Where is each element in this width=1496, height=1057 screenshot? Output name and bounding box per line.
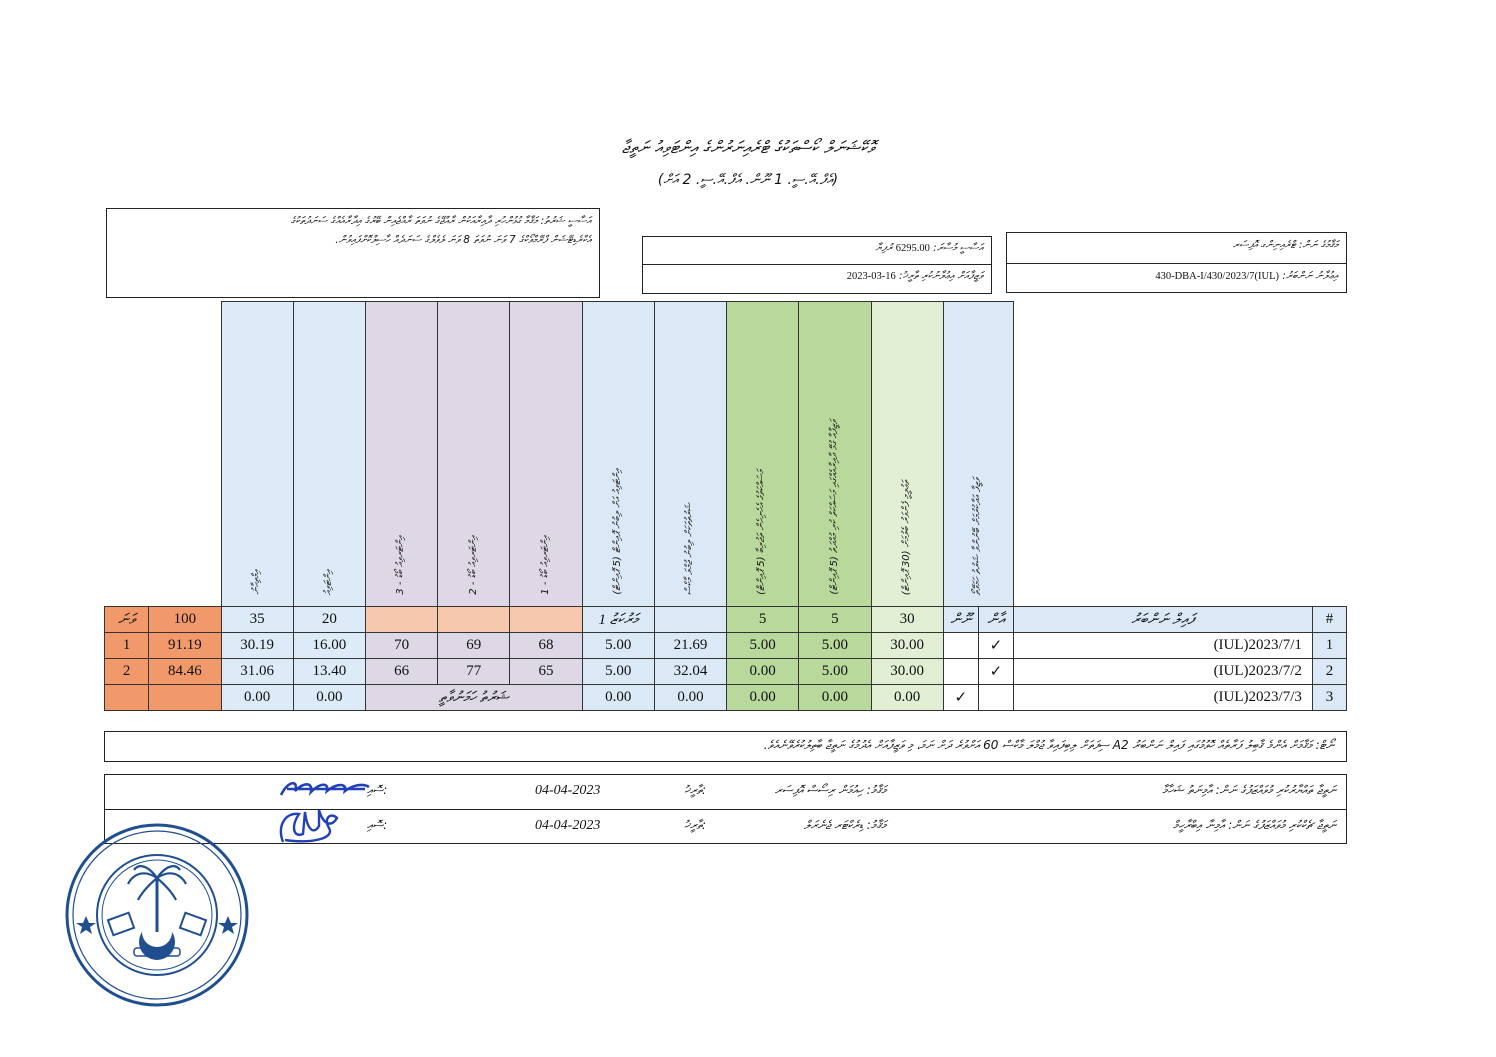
row-not-eligible bbox=[943, 659, 978, 685]
announcement-no-label: އިޢުލާނު ނަންބަރު: bbox=[1282, 270, 1338, 282]
row-total-qual: 0.00 bbox=[654, 685, 726, 711]
row-experience-related: 5.00 bbox=[799, 659, 871, 685]
preparer-role: ނަތީޖާ ތައްޔާރުކުރި މުވައްޒަފުގެ ނަން: އާމިނަތު ޝަހާމާ bbox=[1162, 783, 1336, 797]
row-interview-total: 5.00 bbox=[582, 633, 654, 659]
header-assessor-3 bbox=[365, 302, 437, 607]
announcement-no-row bbox=[1007, 264, 1346, 293]
checker-date-label: ތާރީޚު: bbox=[684, 818, 706, 832]
row-eligible: ✓ bbox=[978, 633, 1013, 659]
salary-label: އަސާސީ މުސާރަ: bbox=[933, 242, 983, 254]
job-label: މަޤާމުގެ ނަން: bbox=[1298, 239, 1338, 251]
salary-currency: ރުފިޔާ bbox=[875, 242, 893, 254]
header-applicant: ފައިލް ނަންބަރު bbox=[1013, 607, 1312, 633]
header-education bbox=[871, 302, 943, 607]
row-assessor-merged: ޝަރުތު ހަމަނުވާތީ bbox=[365, 685, 582, 711]
checker-sign-label: ސޮއި: bbox=[367, 818, 388, 832]
header-interview-total-label: އިންޓަވިއު އަށް ލިބުނު ޕޮއިންޓް (5 ޕޮއިންޓް) bbox=[611, 469, 623, 595]
header-education-label: ތަޢުލީމީ ފެންވަރު ބެލުމަށް (30 ޕޮއިންޓް) bbox=[900, 479, 912, 595]
announcement-date-row bbox=[643, 265, 991, 293]
header-experience-other bbox=[727, 302, 799, 607]
document-subtitle: (އެފް.އޭ.ސީ. 1 ނޫން. އެފް.އޭ.ސީ. 2 އަށް) bbox=[657, 172, 839, 188]
header-index: # bbox=[1312, 607, 1346, 633]
row-interview-score: 16.00 bbox=[293, 633, 365, 659]
row-applicant: (IUL)2023/7/1 bbox=[1013, 633, 1312, 659]
row-applicant: (IUL)2023/7/3 bbox=[1013, 685, 1312, 711]
announcement-date-value: 16-03-2023 bbox=[846, 271, 896, 282]
row-experience-other: 0.00 bbox=[727, 659, 799, 685]
signature-row-checker bbox=[105, 810, 1346, 845]
header-practical-label: އިމްތިޙާނު bbox=[250, 570, 262, 595]
row-education: 30.00 bbox=[871, 659, 943, 685]
score-table bbox=[104, 301, 1347, 711]
header-assessor-1 bbox=[510, 302, 582, 607]
salary-box bbox=[642, 236, 992, 294]
row-rank: 2 bbox=[105, 659, 149, 685]
weight-assessor-3 bbox=[365, 607, 437, 633]
weight-rank: ވަނަ bbox=[105, 607, 149, 633]
row-practical: 0.00 bbox=[221, 685, 293, 711]
requirement-box bbox=[106, 208, 600, 298]
announcement-date-label: ވަޒީފާއަށް އިޢުލާނުކުރި ތާރީޚު: bbox=[899, 270, 983, 282]
header-total-qual bbox=[654, 302, 726, 607]
header-practical bbox=[221, 302, 293, 607]
preparer-date-label: ތާރީޚު: bbox=[684, 783, 706, 797]
header-experience-related-label: ވަޒީފާއާ ގުޅޭ ދާއިރާއެއްގައި މަސައްކަތް ކުރި މުއްދަތު (5 ޕޮއިންޓް) bbox=[828, 420, 840, 595]
footer-note: ނޯޓް: މަޤާމަށް އެންމެ ޤާބިލު ފަރާތެއް ހޮވުމުގައި ފައިލް ނަންބަރު A2 ސިފަތަށް ލިބިފައިވާ ޖުމްލަ މާކްސް 60 އަށްވުރެ ދަށް ނަމަ، މި ވަޒީފާއަށް އެދުމުގެ ނަތީޖާ ބާތިލުކުރެވޭނެއެވެ. bbox=[104, 731, 1347, 762]
header-blank bbox=[1013, 302, 1346, 607]
row-experience-other: 5.00 bbox=[727, 633, 799, 659]
header-assessor-1-label: އިންޓަރވިއު ބޯޑު - 1 bbox=[539, 536, 551, 595]
row-assessor-2: 77 bbox=[438, 659, 510, 685]
row-eligible: ✓ bbox=[978, 659, 1013, 685]
weight-education: 30 bbox=[871, 607, 943, 633]
header-assessor-3-label: އިންޓަރވިއު ބޯޑު - 3 bbox=[395, 536, 407, 595]
row-not-eligible: ✓ bbox=[943, 685, 978, 711]
header-assessor-2-label: އިންޓަރވިއު ބޯޑު - 2 bbox=[467, 536, 479, 595]
header-assessor-2 bbox=[438, 302, 510, 607]
row-assessor-1: 65 bbox=[510, 659, 582, 685]
row-practical: 30.19 bbox=[221, 633, 293, 659]
signature-box bbox=[104, 774, 1347, 844]
row-experience-related: 0.00 bbox=[799, 685, 871, 711]
weight-experience-related: 5 bbox=[799, 607, 871, 633]
header-eligibility bbox=[943, 302, 1013, 607]
row-not-eligible bbox=[943, 633, 978, 659]
row-practical: 31.06 bbox=[221, 659, 293, 685]
table-row bbox=[105, 633, 1347, 659]
row-eligible bbox=[978, 685, 1013, 711]
row-interview-score: 0.00 bbox=[293, 685, 365, 711]
row-assessor-3: 70 bbox=[365, 633, 437, 659]
requirement-line-1: އަސާސީ ޝަރުތު: މަޤާމާ ގުޅުންހުރި ދާއިރާއަކުން ރާއްޖޭގެ ނުވަތަ ރާއްޖެއިން ބޭރުގެ އިދާރާއެއްގެ ސަނަދުތަކުގެ bbox=[290, 215, 591, 227]
preparer-date: 04-04-2023 bbox=[535, 783, 601, 798]
weight-total-qual bbox=[654, 607, 726, 633]
signature-scribble-1 bbox=[277, 777, 373, 803]
preparer-sign-label: ސޮއި: bbox=[367, 783, 388, 797]
weight-assessor-1 bbox=[510, 607, 582, 633]
requirement-line-2: އެކްރެޑިޓޭޝަން ފްރޭމްވޯކްގެ 7 ވަނަ ނުވަތަ 8 ވަނަ ލެވެލްގެ ސަނަދެއް ހާސިލްކޮށްފައިވުން. bbox=[335, 234, 591, 246]
row-assessor-2: 69 bbox=[438, 633, 510, 659]
signature-scribble-2 bbox=[273, 804, 345, 848]
row-applicant: (IUL)2023/7/2 bbox=[1013, 659, 1312, 685]
header-eligibility-label: ވަޒީފާ އަދާކުރުމަށް ބޭނުންވާ ޝަރުތު ހަމަވޭތޯ bbox=[972, 477, 984, 595]
weight-interview-total: މަރުކަޒު 1 bbox=[582, 607, 654, 633]
preparer-position: މަޤާމު: ހިއުމަން ރިސޯސް އޮފިސަރ bbox=[774, 783, 886, 797]
document-title: ވޮކޭޝަނަލް ކޯސްތަކުގެ ޓްރެއިނަރުންގެ އިންޓަވިއު ނަތީޖާ bbox=[621, 138, 875, 158]
row-interview-score: 13.40 bbox=[293, 659, 365, 685]
government-seal-icon bbox=[62, 820, 252, 1010]
row-assessor-1: 68 bbox=[510, 633, 582, 659]
weight-experience-other: 5 bbox=[727, 607, 799, 633]
header-interview-score bbox=[293, 302, 365, 607]
checker-position: މަޤާމު: ޑިރެކްޓަރ ޖެނެރަލް bbox=[803, 818, 886, 832]
row-rank: 1 bbox=[105, 633, 149, 659]
header-experience-other-label: މަސައްކަތުގެ އެހެނިހެން ތަޖުރިބާ (5 ޕޮއިންޓް) bbox=[756, 470, 768, 595]
header-not-eligible: ނޫން bbox=[943, 607, 978, 633]
row-assessor-3: 66 bbox=[365, 659, 437, 685]
row-rank bbox=[105, 685, 149, 711]
header-blank-left bbox=[105, 302, 222, 607]
header-eligible: އާން bbox=[978, 607, 1013, 633]
header-interview-score-label: އިންޓަވިއު bbox=[323, 569, 335, 595]
row-total: 84.46 bbox=[149, 659, 221, 685]
header-interview-total bbox=[582, 302, 654, 607]
weight-practical: 35 bbox=[221, 607, 293, 633]
row-experience-related: 5.00 bbox=[799, 633, 871, 659]
row-total: 91.19 bbox=[149, 633, 221, 659]
row-total bbox=[149, 685, 221, 711]
row-index: 3 bbox=[1312, 685, 1346, 711]
row-experience-other: 0.00 bbox=[727, 685, 799, 711]
row-education: 30.00 bbox=[871, 633, 943, 659]
row-interview-total: 5.00 bbox=[582, 659, 654, 685]
salary-row bbox=[643, 237, 991, 265]
checker-role: ނަތީޖާ ޗެކްކުރި މުވައްޒަފުގެ ނަން: އާމިނާ އިބްރާހީމް bbox=[1173, 818, 1336, 832]
weight-total: 100 bbox=[149, 607, 221, 633]
header-total-qual-label: ޝަރުތުތަކަށް ލިބުނު ޖުމްލަ މާކްސް bbox=[684, 502, 696, 595]
row-index: 2 bbox=[1312, 659, 1346, 685]
row-education: 0.00 bbox=[871, 685, 943, 711]
row-interview-total: 0.00 bbox=[582, 685, 654, 711]
announcement-no-value: (IUL)430-DBA-I/430/2023/7 bbox=[1155, 271, 1280, 282]
job-row bbox=[1007, 233, 1346, 264]
checker-date: 04-04-2023 bbox=[535, 818, 601, 833]
job-box bbox=[1006, 232, 1347, 293]
job-value: ޓްރެއިނިންގ އޮފިސަރ bbox=[1232, 239, 1296, 251]
weight-assessor-2 bbox=[438, 607, 510, 633]
table-row bbox=[105, 659, 1347, 685]
table-row bbox=[105, 685, 1347, 711]
header-experience-related bbox=[799, 302, 871, 607]
row-total-qual: 32.04 bbox=[654, 659, 726, 685]
row-index: 1 bbox=[1312, 633, 1346, 659]
row-total-qual: 21.69 bbox=[654, 633, 726, 659]
weight-interview-score: 20 bbox=[293, 607, 365, 633]
salary-value: 6295.00 bbox=[895, 243, 930, 254]
